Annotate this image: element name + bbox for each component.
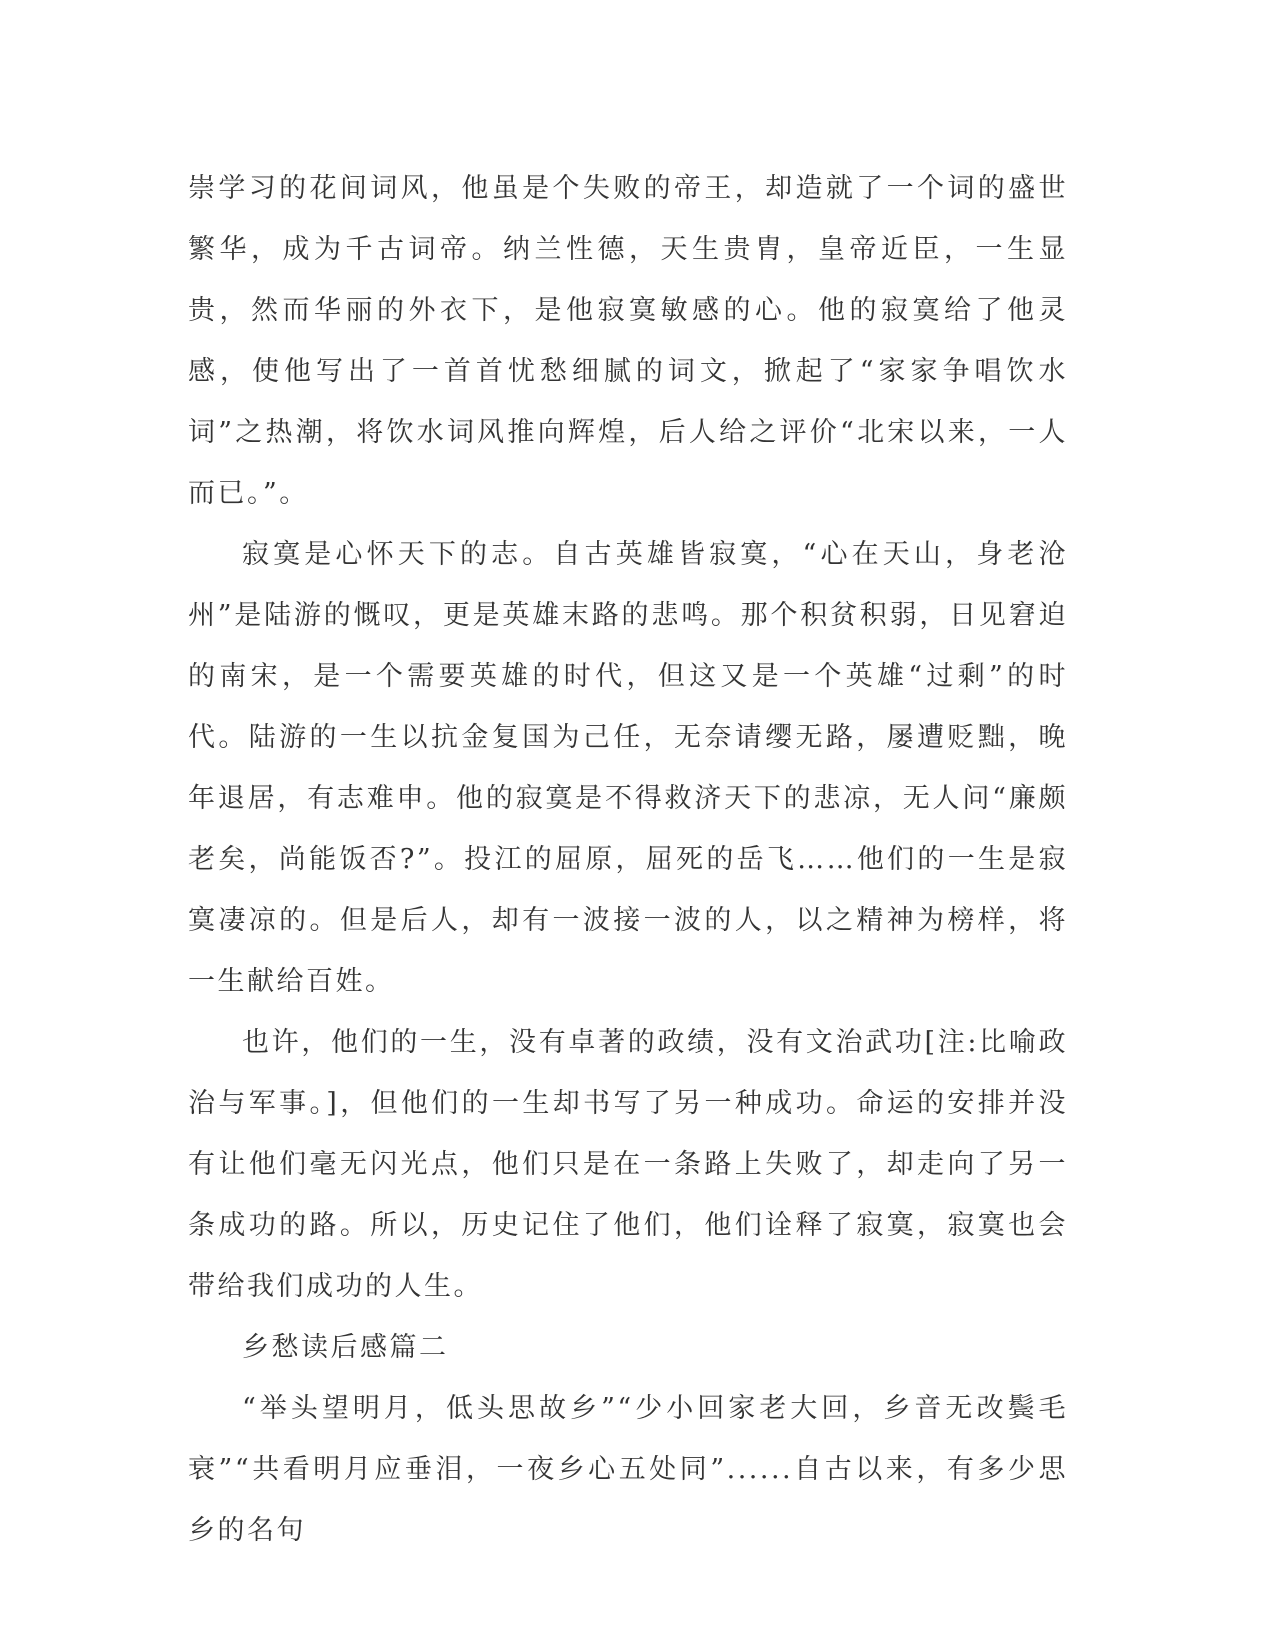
paragraph-3: 也许，他们的一生，没有卓著的政绩，没有文治武功[注:比喻政治与军事。]，但他们的一生却书写了另一种成功。命运的安排并没有让他们毫无闪光点，他们只是在一条路上失败了，却走向了另一条成功的路。所以，历史记住了他们，他们诠释了寂寞，寂寞也会带给我们成功的人生。 bbox=[188, 1027, 1068, 1302]
paragraph-1: 崇学习的花间词风，他虽是个失败的帝王，却造就了一个词的盛世繁华，成为千古词帝。纳兰性德，天生贵胄，皇帝近臣，一生显贵，然而华丽的外衣下，是他寂寞敏感的心。他的寂寞给了他灵感，使他写出了一首首忧愁细腻的词文，掀起了“家家争唱饮水词”之热潮，将饮水词风推向辉煌，后人给之评价“北宋以来，一人而已。”。 bbox=[188, 173, 1068, 509]
document-body bbox=[188, 158, 1068, 1561]
paragraph-2: 寂寞是心怀天下的志。自古英雄皆寂寞，“心在天山，身老沧州”是陆游的慨叹，更是英雄末路的悲鸣。那个积贫积弱，日见窘迫的南宋，是一个需要英雄的时代，但这又是一个英雄“过剩”的时代。陆游的一生以抗金复国为己任，无奈请缨无路，屡遭贬黜，晚年退居，有志难申。他的寂寞是不得救济天下的悲凉，无人问“廉颇老矣，尚能饭否?”。投江的屈原，屈死的岳飞……他们的一生是寂寞凄凉的。但是后人，却有一波接一波的人，以之精神为榜样，将一生献给百姓。 bbox=[188, 539, 1068, 997]
section-heading: 乡愁读后感篇二 bbox=[242, 1332, 449, 1363]
paragraph-4: “举头望明月，低头思故乡”“少小回家老大回，乡音无改鬓毛衰”“共看明月应垂泪，一夜乡心五处同”......自古以来，有多少思乡的名句 bbox=[188, 1393, 1068, 1546]
